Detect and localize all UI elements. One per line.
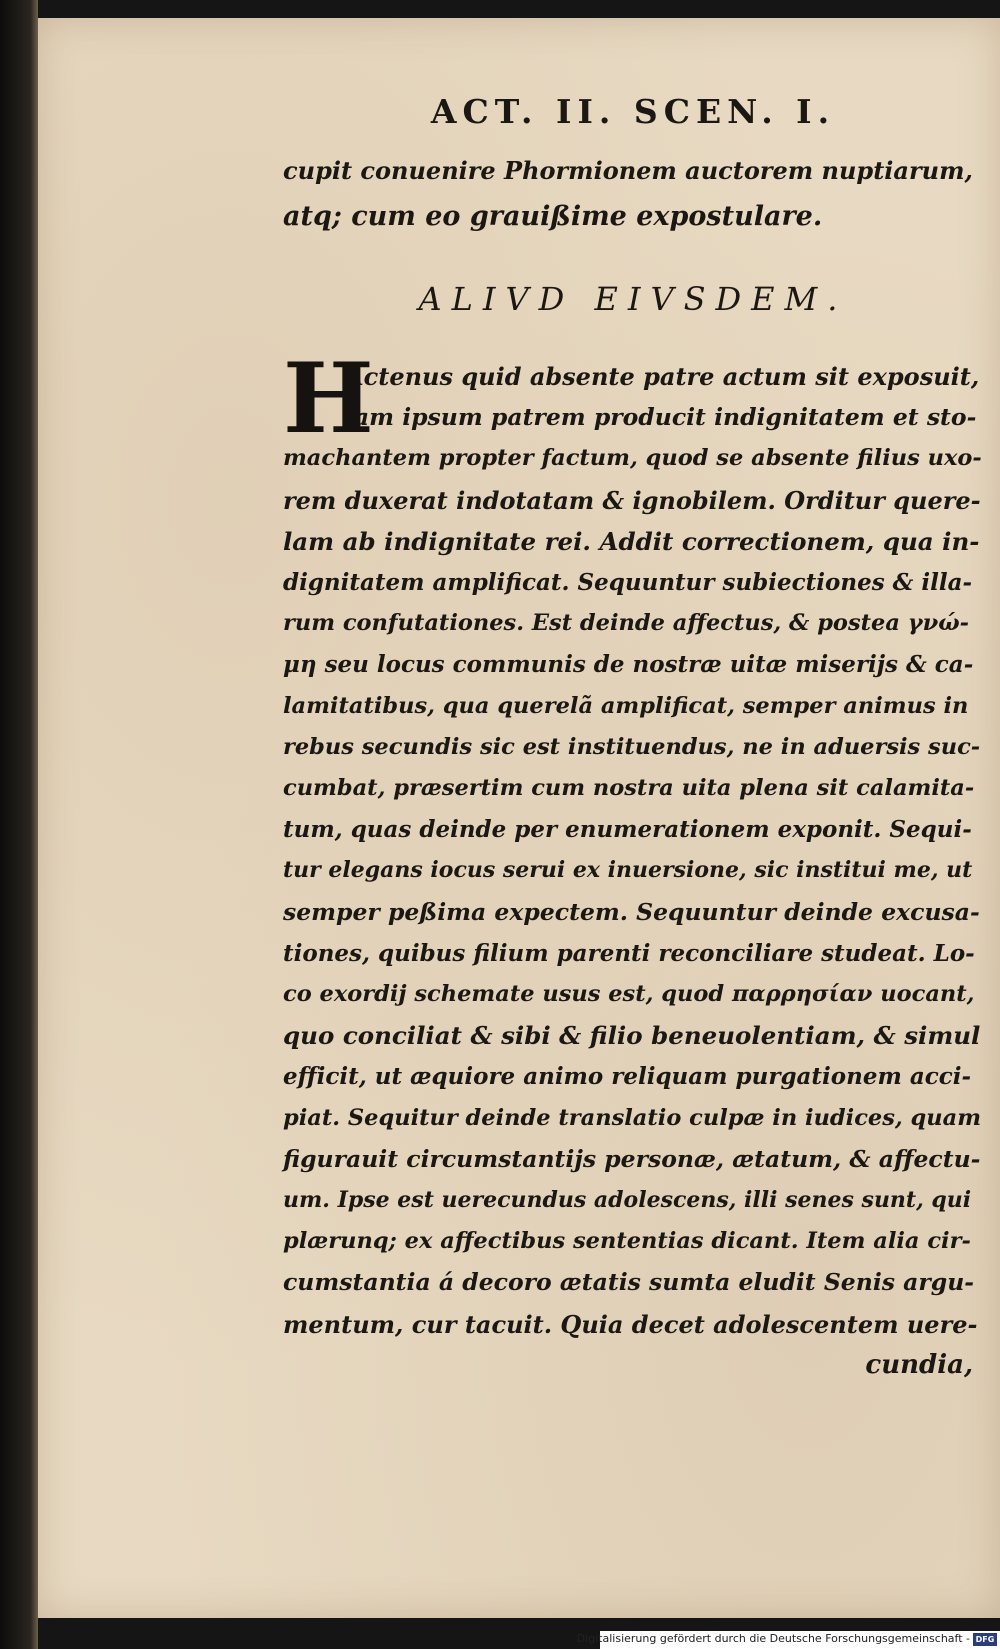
paragraph-line: rebus secundis sic est instituendus, ne in aduersis suc-: [283, 733, 981, 760]
paragraph-line: tiones, quibus filium parenti reconciliare studeat. Lo-: [283, 939, 975, 967]
paragraph-line: tum, quas deinde per enumerationem exponit. Sequi-: [283, 816, 972, 844]
intro-line: cupit conuenire Phormionem auctorem nuptiarum,: [283, 156, 973, 185]
paragraph-line: figurauit circumstantijs personæ, ætatum, & affectu-: [283, 1144, 981, 1173]
paragraph-line: mentum, cur tacuit. Quia decet adolescentem uere-: [283, 1309, 978, 1339]
drop-cap: H: [283, 342, 374, 455]
book-spine-shadow: [0, 0, 38, 1649]
paragraph-line: dignitatem amplificat. Sequuntur subiectiones & illa-: [283, 569, 973, 597]
paragraph-line: lamitatibus, qua querelã amplificat, semper animus in: [283, 692, 969, 719]
paragraph-line: cumstantia á decoro ætatis sumta eludit Senis argu-: [283, 1268, 975, 1297]
section-title: ALIVD EIVSDEM.: [418, 280, 848, 318]
paragraph-line: lam ab indignitate rei. Addit correctionem, qua in-: [283, 526, 980, 556]
paragraph-line: quo conciliat & sibi & filio beneuolentiam, & simul: [283, 1021, 981, 1051]
digitization-credit-bar: [576, 1631, 1000, 1649]
book-page: [38, 18, 1000, 1618]
paragraph-line: efficit, ut æquiore animo reliquam purgationem acci-: [283, 1063, 972, 1091]
paragraph-line: um. Ipse est uerecundus adolescens, illi senes sunt, qui: [283, 1187, 972, 1214]
paragraph-line: piat. Sequitur deinde translatio culpæ in iudices, quam: [283, 1104, 982, 1131]
paragraph-line: iam ipsum patrem producit indignitatem et sto-: [345, 403, 977, 432]
digitization-credit: Digitalisierung gefördert durch die Deutsche Forschungsgemeinschaft -: [576, 1632, 970, 1645]
catchword: cundia,: [865, 1349, 973, 1380]
paragraph-line: tur elegans iocus serui ex inuersione, sic institui me, ut: [283, 857, 973, 884]
paragraph-line: plærunq; ex affectibus sententias dicant. Item alia cir-: [283, 1228, 971, 1255]
paragraph-line: rum confutationes. Est deinde affectus, & postea γνώ-: [283, 610, 969, 637]
paragraph-line: rem duxerat indotatam & ignobilem. Orditur quere-: [283, 485, 981, 515]
paragraph-line: Actenus quid absente patre actum sit exposuit,: [345, 362, 980, 391]
paragraph-line: μη seu locus communis de nostræ uitæ miserijs & ca-: [283, 651, 974, 679]
paragraph: [283, 342, 983, 1345]
paragraph-line: machantem propter factum, quod se absente filius uxo-: [283, 445, 982, 472]
paragraph-line: co exordij schemate usus est, quod παρρησίαν uocant,: [283, 981, 975, 1008]
dfg-logo-icon: DFG: [973, 1633, 997, 1646]
intro-line: atq; cum eo grauißime expostulare.: [283, 201, 823, 232]
paragraph-line: semper peßima expectem. Sequuntur deinde excusa-: [283, 897, 980, 926]
paragraph-line: cumbat, præsertim cum nostra uita plena sit calamita-: [283, 775, 975, 802]
running-head: ACT. II. SCEN. I.: [430, 92, 836, 131]
page-text: [283, 88, 983, 1385]
